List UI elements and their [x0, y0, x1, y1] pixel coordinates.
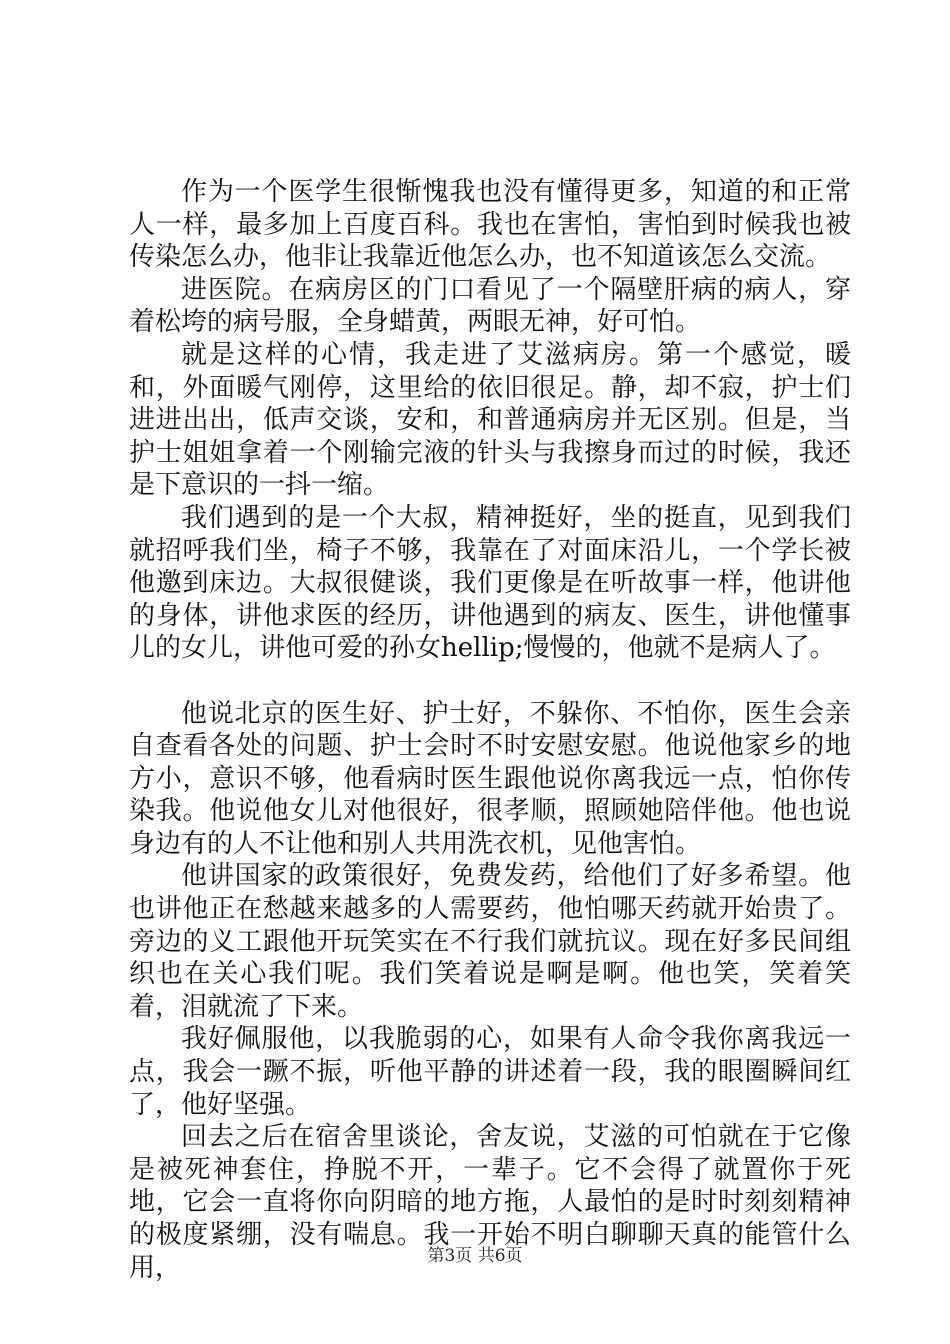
paragraph: 他讲国家的政策很好，免费发药，给他们了好多希望。他也讲他正在愁越来越多的人需要药，他怕哪天药就开始贵了。旁边的义工跟他开玩笑实在不行我们就抗议。现在好多民间组织也在关心我们呢。我们笑着说是啊是啊。他也笑，笑着笑着，泪就流了下来。	[129, 861, 851, 1022]
paragraph: 回去之后在宿舍里谈论，舍友说，艾滋的可怕就在于它像是被死神套住，挣脱不开，一辈子。它不会得了就置你于死地，它会一直将你向阴暗的地方拖，人最怕的是时时刻刻精神的极度紧绷，没有喘息。我一开始不明白聊聊天真的能管什么用，	[129, 1122, 851, 1283]
document-body	[129, 176, 851, 1284]
paragraph: 我们遇到的是一个大叔，精神挺好，坐的挺直，见到我们就招呼我们坐，椅子不够，我靠在了对面床沿儿，一个学长被他邀到床边。大叔很健谈，我们更像是在听故事一样，他讲他的身体，讲他求医的经历，讲他遇到的病友、医生，讲他懂事儿的女儿，讲他可爱的孙女hellip;慢慢的，他就不是病人了。	[129, 502, 851, 664]
paragraph-spacer	[129, 665, 851, 698]
paragraph: 进医院。在病房区的门口看见了一个隔壁肝病的病人，穿着松垮的病号服，全身蜡黄，两眼无神，好可怕。	[129, 274, 851, 338]
paragraph: 作为一个医学生很惭愧我也没有懂得更多，知道的和正常人一样，最多加上百度百科。我也在害怕，害怕到时候我也被传染怎么办，他非让我靠近他怎么办，也不知道该怎么交流。	[129, 177, 851, 273]
paragraph: 我好佩服他，以我脆弱的心，如果有人命令我你离我远一点，我会一蹶不振，听他平静的讲述着一段，我的眼圈瞬间红了，他好坚强。	[129, 1024, 851, 1120]
page-number-footer: 第3页 共6页	[427, 1246, 523, 1266]
paragraph: 他说北京的医生好、护士好，不躲你、不怕你，医生会亲自查看各处的问题、护士会时不时安慰安慰。他说他家乡的地方小，意识不够，他看病时医生跟他说你离我远一点，怕你传染我。他说他女儿对他很好，很孝顺，照顾她陪伴他。他也说身边有的人不让他和别人共用洗衣机，见他害怕。	[129, 698, 851, 859]
paragraph: 就是这样的心情，我走进了艾滋病房。第一个感觉，暖和，外面暖气刚停，这里给的依旧很足。静，却不寂，护士们进进出出，低声交谈，安和，和普通病房并无区别。但是，当护士姐姐拿着一个刚输完液的针头与我擦身而过的时候，我还是下意识的一抖一缩。	[129, 339, 851, 501]
